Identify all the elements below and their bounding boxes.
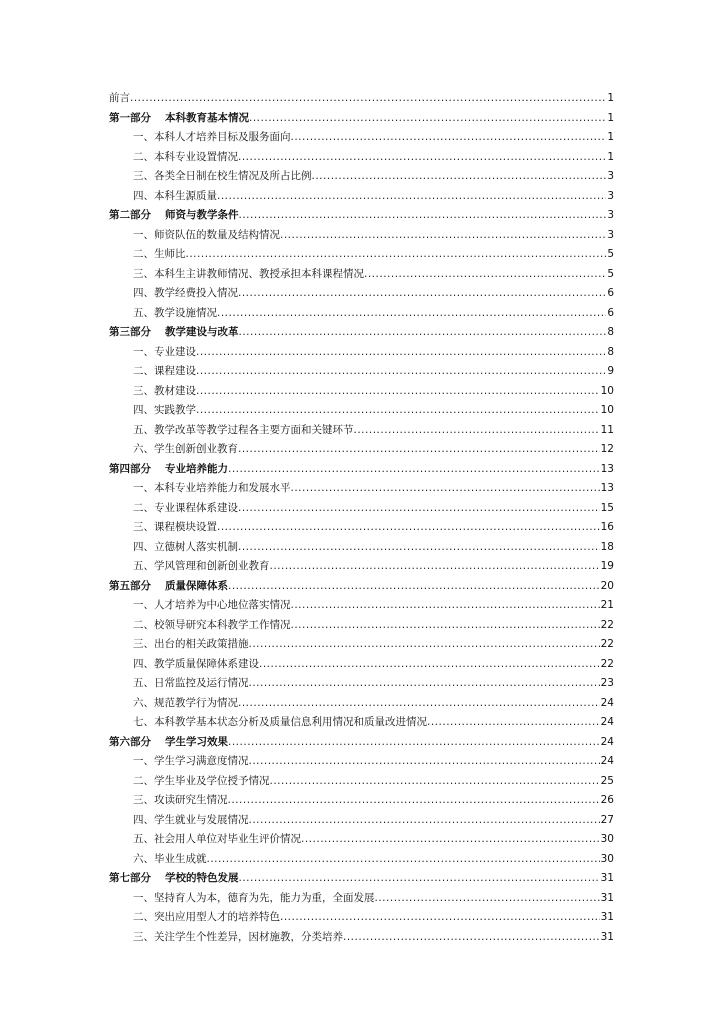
toc-dot-leader — [280, 908, 600, 928]
toc-dot-leader — [217, 518, 600, 538]
toc-entry-row[interactable] — [109, 148, 614, 168]
toc-entry-title: 二、专业课程体系建设 — [133, 501, 238, 514]
toc-entry-title: 教学建设与改革 — [165, 326, 239, 338]
toc-page-number: 24 — [600, 755, 614, 767]
toc-entry-title: 六、学生创新创业教育 — [133, 443, 238, 455]
toc-entry-row[interactable] — [109, 674, 614, 694]
toc-entry-row[interactable] — [109, 830, 614, 850]
toc-page-number: 6 — [607, 306, 614, 319]
toc-entry-title: 三、教材建设 — [133, 384, 196, 397]
toc-entry-title: 一、坚持育人为本，德育为先，能力为重，全面发展 — [133, 891, 375, 904]
toc-page-number: 30 — [600, 852, 614, 865]
toc-part-number: 第四部分 — [109, 462, 151, 475]
toc-entry-label — [133, 908, 280, 928]
toc-dot-leader — [217, 304, 606, 324]
toc-page-number: 5 — [607, 267, 614, 280]
toc-page-number: 1 — [607, 150, 614, 163]
toc-entry-row[interactable] — [109, 187, 614, 207]
toc-entry-row[interactable] — [109, 479, 614, 499]
toc-entry-label — [133, 362, 196, 382]
toc-dot-leader — [354, 421, 600, 441]
toc-entry-row[interactable] — [109, 538, 614, 558]
toc-entry-label — [133, 284, 238, 304]
toc-dot-leader — [249, 752, 600, 772]
toc-page-number: 30 — [600, 833, 614, 845]
toc-dot-leader — [249, 109, 606, 129]
toc-entry-row[interactable] — [109, 382, 614, 402]
toc-entry-label — [109, 323, 239, 343]
toc-part-number: 第七部分 — [109, 872, 151, 884]
toc-entry-title: 三、课程模块设置 — [133, 521, 217, 533]
toc-dot-leader — [196, 343, 606, 363]
toc-entry-row[interactable] — [109, 694, 614, 714]
toc-entry-title: 五、社会用人单位对毕业生评价情况 — [133, 833, 301, 845]
toc-section-row[interactable] — [109, 109, 614, 129]
toc-entry-label — [133, 128, 291, 148]
toc-dot-leader — [270, 557, 600, 577]
toc-entry-row[interactable] — [109, 284, 614, 304]
toc-entry-label — [133, 850, 207, 870]
toc-entry-title: 四、教学质量保障体系建设 — [133, 657, 259, 670]
toc-entry-row[interactable] — [109, 128, 614, 148]
toc-page-number: 25 — [600, 774, 614, 787]
toc-dot-leader — [343, 928, 600, 948]
toc-section-row[interactable] — [109, 206, 614, 226]
toc-dot-leader — [249, 674, 600, 694]
toc-entry-title: 一、人才培养为中心地位落实情况 — [133, 599, 291, 611]
toc-entry-row[interactable] — [109, 713, 614, 733]
toc-entry-title: 一、师资队伍的数量及结构情况 — [133, 228, 280, 241]
toc-entry-label — [133, 557, 270, 577]
toc-page-number: 6 — [607, 287, 614, 299]
toc-entry-label — [109, 577, 228, 597]
toc-dot-leader — [249, 635, 600, 655]
toc-entry-title: 学校的特色发展 — [165, 872, 239, 884]
toc-dot-leader — [228, 460, 600, 480]
toc-dot-leader — [301, 830, 600, 850]
toc-dot-leader — [238, 284, 606, 304]
toc-entry-label — [109, 460, 228, 480]
toc-section-row[interactable] — [109, 733, 614, 753]
toc-entry-row[interactable] — [109, 401, 614, 421]
toc-entry-row[interactable] — [109, 304, 614, 324]
toc-dot-leader — [228, 577, 600, 597]
toc-entry-title: 质量保障体系 — [165, 579, 228, 592]
toc-page-number: 19 — [600, 560, 614, 572]
toc-entry-title: 二、本科专业设置情况 — [133, 150, 238, 163]
toc-entry-title: 五、教学改革等教学过程各主要方面和关键环节 — [133, 423, 354, 436]
toc-entry-row[interactable] — [109, 655, 614, 675]
toc-entry-row[interactable] — [109, 850, 614, 870]
toc-entry-title: 专业培养能力 — [165, 462, 228, 475]
toc-part-number: 第三部分 — [109, 326, 151, 338]
toc-entry-label — [133, 479, 291, 499]
toc-entry-label — [133, 187, 217, 207]
toc-entry-title: 学生学习效果 — [165, 735, 228, 748]
toc-entry-title: 一、学生学习满意度情况 — [133, 755, 249, 767]
toc-entry-label — [133, 226, 280, 246]
toc-page-number: 31 — [600, 930, 614, 943]
toc-entry-label — [133, 538, 238, 558]
toc-dot-leader — [207, 850, 600, 870]
toc-dot-leader — [196, 401, 600, 421]
toc-dot-leader — [239, 869, 600, 889]
toc-entry-row[interactable] — [109, 752, 614, 772]
toc-entry-title: 二、突出应用型人才的培养特色 — [133, 911, 280, 923]
toc-dot-leader — [259, 655, 600, 675]
toc-entry-title: 本科教育基本情况 — [165, 111, 249, 124]
toc-part-number: 第五部分 — [109, 579, 151, 592]
toc-page-number: 8 — [607, 326, 614, 338]
toc-dot-leader — [196, 362, 606, 382]
toc-dot-leader — [249, 811, 600, 831]
toc-entry-row[interactable] — [109, 226, 614, 246]
toc-entry-row[interactable] — [109, 343, 614, 363]
toc-part-number: 第六部分 — [109, 735, 151, 748]
toc-dot-leader — [375, 889, 600, 909]
toc-page-number: 24 — [600, 735, 614, 748]
toc-dot-leader — [291, 128, 607, 148]
toc-entry-title: 三、攻读研究生情况 — [133, 794, 228, 806]
toc-page-number: 16 — [600, 521, 614, 533]
toc-entry-label — [133, 440, 238, 460]
toc-entry-label — [133, 265, 364, 285]
toc-entry-title: 四、实践教学 — [133, 404, 196, 416]
toc-dot-leader — [130, 89, 606, 109]
toc-entry-label — [109, 109, 249, 129]
toc-entry-title: 五、教学设施情况 — [133, 306, 217, 319]
toc-page-number: 26 — [600, 794, 614, 806]
toc-entry-title: 二、课程建设 — [133, 365, 196, 377]
toc-entry-row[interactable] — [109, 635, 614, 655]
toc-page-number: 22 — [600, 657, 614, 670]
toc-entry-label — [133, 889, 375, 909]
toc-dot-leader — [196, 382, 600, 402]
toc-dot-leader — [270, 772, 600, 792]
toc-entry-row[interactable] — [109, 596, 614, 616]
toc-entry-label — [109, 89, 130, 109]
toc-entry-title: 二、校领导研究本科教学工作情况 — [133, 618, 291, 631]
toc-entry-row[interactable] — [109, 440, 614, 460]
toc-entry-title: 一、本科人才培养目标及服务面向 — [133, 131, 291, 143]
toc-entry-row[interactable] — [109, 928, 614, 948]
toc-entry-label — [133, 596, 291, 616]
toc-entry-title: 四、教学经费投入情况 — [133, 287, 238, 299]
toc-page-number: 18 — [600, 540, 614, 553]
toc-page-number: 31 — [600, 891, 614, 904]
toc-entry-label — [133, 304, 217, 324]
toc-page-number: 22 — [600, 638, 614, 650]
toc-entry-title: 七、本科教学基本状态分析及质量信息利用情况和质量改进情况 — [133, 716, 427, 728]
toc-page-number: 24 — [600, 716, 614, 728]
toc-page-number: 13 — [600, 482, 614, 494]
toc-page-number: 1 — [607, 131, 614, 143]
toc-section-row[interactable] — [109, 323, 614, 343]
toc-entry-row[interactable] — [109, 245, 614, 265]
toc-entry-title: 四、学生就业与发展情况 — [133, 813, 249, 826]
toc-dot-leader — [238, 694, 600, 714]
toc-entry-row[interactable] — [109, 908, 614, 928]
toc-page-number: 3 — [607, 209, 614, 221]
toc-page-number: 11 — [600, 423, 614, 436]
toc-section-row[interactable] — [109, 577, 614, 597]
toc-dot-leader — [427, 713, 600, 733]
toc-dot-leader — [238, 499, 600, 519]
toc-page-number: 20 — [600, 579, 614, 592]
toc-dot-leader — [186, 245, 607, 265]
toc-entry-label — [133, 655, 259, 675]
toc-page-number: 31 — [600, 872, 614, 884]
toc-entry-label — [133, 401, 196, 421]
toc-entry-title: 二、学生毕业及学位授予情况 — [133, 774, 270, 787]
toc-page-number: 22 — [600, 618, 614, 631]
toc-entry-row[interactable] — [109, 772, 614, 792]
toc-page-number: 8 — [607, 345, 614, 358]
toc-entry-row[interactable] — [109, 421, 614, 441]
toc-entry-label — [133, 772, 270, 792]
toc-entry-label — [133, 148, 238, 168]
toc-entry-row[interactable] — [109, 889, 614, 909]
toc-page-number: 3 — [607, 170, 614, 182]
toc-page-number: 3 — [607, 189, 614, 202]
toc-dot-leader — [228, 733, 600, 753]
toc-entry-label — [133, 167, 312, 187]
toc-entry-label — [133, 245, 186, 265]
toc-page-number: 10 — [600, 384, 614, 397]
toc-entry-label — [133, 343, 196, 363]
toc-entry-title: 三、关注学生个性差异，因材施教，分类培养 — [133, 930, 343, 943]
toc-entry-label — [133, 421, 354, 441]
toc-page-number: 9 — [607, 365, 614, 377]
toc-page-number: 1 — [607, 92, 614, 104]
toc-entry-title: 师资与教学条件 — [165, 209, 239, 221]
toc-entry-label — [133, 616, 291, 636]
toc-dot-leader — [239, 323, 607, 343]
toc-entry-row[interactable] — [109, 167, 614, 187]
toc-entry-row[interactable] — [109, 265, 614, 285]
toc-dot-leader — [239, 206, 607, 226]
toc-entry-title: 五、学风管理和创新创业教育 — [133, 560, 270, 572]
toc-entry-label — [109, 869, 239, 889]
toc-page-number: 10 — [600, 404, 614, 416]
toc-entry-title: 一、本科专业培养能力和发展水平 — [133, 482, 291, 494]
toc-dot-leader — [312, 167, 607, 187]
toc-dot-leader — [238, 148, 606, 168]
toc-entry-title: 前言 — [109, 92, 130, 104]
toc-entry-title: 三、各类全日制在校生情况及所占比例 — [133, 170, 312, 182]
toc-dot-leader — [238, 440, 600, 460]
toc-entry-label — [133, 499, 238, 519]
toc-entry-row[interactable] — [109, 89, 614, 109]
toc-dot-leader — [291, 479, 600, 499]
toc-dot-leader — [291, 616, 600, 636]
toc-entry-title: 三、出台的相关政策措施 — [133, 638, 249, 650]
toc-entry-label — [133, 713, 427, 733]
toc-entry-label — [133, 635, 249, 655]
toc-entry-row[interactable] — [109, 518, 614, 538]
toc-entry-title: 五、日常监控及运行情况 — [133, 677, 249, 689]
toc-entry-label — [133, 674, 249, 694]
toc-page-number: 31 — [600, 911, 614, 923]
toc-entry-label — [109, 206, 239, 226]
toc-entry-label — [133, 811, 249, 831]
toc-entry-row[interactable] — [109, 557, 614, 577]
toc-entry-title: 六、毕业生成就 — [133, 852, 207, 865]
toc-entry-label — [133, 830, 301, 850]
toc-entry-title: 一、专业建设 — [133, 345, 196, 358]
toc-dot-leader — [217, 187, 606, 207]
toc-entry-label — [133, 928, 343, 948]
toc-entry-title: 四、立德树人落实机制 — [133, 540, 238, 553]
toc-entry-row[interactable] — [109, 616, 614, 636]
toc-entry-label — [133, 752, 249, 772]
toc-entry-label — [133, 791, 228, 811]
toc-dot-leader — [291, 596, 600, 616]
toc-page-number: 15 — [600, 501, 614, 514]
toc-part-number: 第一部分 — [109, 111, 151, 124]
toc-entry-label — [133, 518, 217, 538]
toc-dot-leader — [228, 791, 600, 811]
toc-entry-label — [133, 694, 238, 714]
toc-page-number: 21 — [600, 599, 614, 611]
toc-page-number: 5 — [607, 248, 614, 260]
toc-entry-title: 六、规范教学行为情况 — [133, 696, 238, 709]
toc-entry-title: 三、本科生主讲教师情况、教授承担本科课程情况 — [133, 267, 364, 280]
toc-entry-row[interactable] — [109, 811, 614, 831]
toc-entry-row[interactable] — [109, 791, 614, 811]
toc-page-number: 1 — [607, 111, 614, 124]
toc-page-number: 23 — [600, 677, 614, 689]
toc-page-number: 24 — [600, 696, 614, 709]
toc-entry-row[interactable] — [109, 499, 614, 519]
toc-section-row[interactable] — [109, 869, 614, 889]
toc-section-row[interactable] — [109, 460, 614, 480]
toc-entry-title: 四、本科生源质量 — [133, 189, 217, 202]
toc-entry-label — [133, 382, 196, 402]
toc-dot-leader — [280, 226, 606, 246]
table-of-contents — [109, 89, 614, 947]
toc-part-number: 第二部分 — [109, 209, 151, 221]
toc-page-number: 27 — [600, 813, 614, 826]
toc-dot-leader — [238, 538, 600, 558]
toc-entry-label — [109, 733, 228, 753]
toc-dot-leader — [364, 265, 606, 285]
toc-page-number: 3 — [607, 228, 614, 241]
toc-entry-title: 二、生师比 — [133, 248, 186, 260]
toc-entry-row[interactable] — [109, 362, 614, 382]
toc-page-number: 12 — [600, 443, 614, 455]
toc-page-number: 13 — [600, 462, 614, 475]
